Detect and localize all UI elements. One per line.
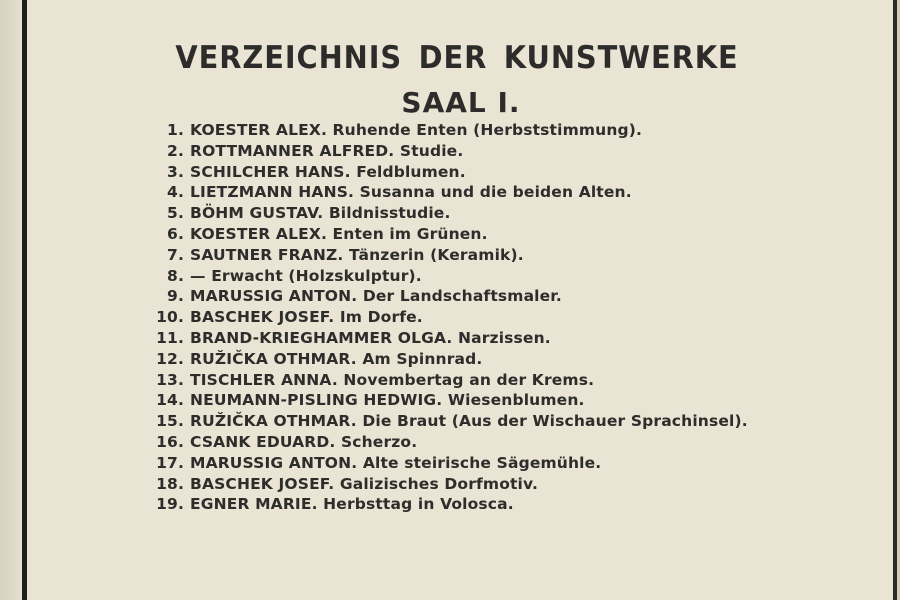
entry-number: 9.	[167, 287, 184, 306]
artist-name: KOESTER ALEX.	[190, 121, 327, 139]
entry-number: 5.	[167, 204, 184, 223]
entry-number: 18.	[156, 474, 184, 493]
room-heading: SAAL I.	[401, 86, 521, 119]
entry-text	[190, 266, 810, 287]
entry-number: 8.	[167, 266, 184, 285]
entry-number: 15.	[156, 412, 184, 431]
entry-text	[190, 120, 810, 141]
entry-text	[190, 328, 810, 349]
entry-number: 14.	[156, 391, 184, 410]
entry-number: 2.	[167, 141, 184, 160]
artwork-entry	[150, 432, 810, 453]
artwork-entry	[150, 266, 810, 287]
artwork-entry	[150, 286, 810, 307]
artwork-entry	[150, 224, 810, 245]
entry-text	[190, 370, 810, 391]
artist-name: TISCHLER ANNA.	[190, 370, 338, 389]
entry-text	[190, 432, 810, 453]
catalogue-title: VERZEICHNIS DER KUNSTWERKE	[175, 40, 739, 76]
entry-number: 13.	[156, 370, 184, 389]
entry-number: 16.	[156, 432, 184, 451]
artwork-title: Herbsttag in Volosca.	[323, 495, 514, 514]
artwork-title: Susanna und die beiden Alten.	[359, 183, 632, 202]
artwork-entry	[150, 162, 810, 183]
artist-name: BASCHEK JOSEF.	[190, 474, 335, 493]
entry-text	[190, 162, 810, 183]
entry-text	[190, 224, 810, 245]
artist-name: RUŽIČKA OTHMAR.	[190, 412, 357, 431]
artwork-title: Feldblumen.	[356, 162, 466, 181]
artist-name: NEUMANN-PISLING HEDWIG.	[190, 391, 443, 410]
artwork-entry	[150, 453, 810, 474]
artwork-title: Studie.	[399, 141, 464, 160]
entry-text	[190, 390, 810, 411]
artist-name: SAUTNER FRANZ.	[190, 245, 344, 264]
artwork-entry	[150, 182, 810, 203]
artist-name: MARUSSIG ANTON.	[190, 453, 358, 472]
artwork-entry	[150, 120, 810, 141]
artist-name: MARUSSIG ANTON.	[190, 287, 358, 306]
artist-name: CSANK EDUARD.	[190, 432, 336, 451]
artwork-title: Tänzerin (Keramik).	[349, 245, 524, 264]
entry-text	[190, 286, 810, 307]
artwork-entry	[150, 370, 810, 391]
artwork-entry	[150, 307, 810, 328]
entry-text	[190, 349, 810, 370]
entry-text	[190, 245, 810, 266]
artwork-title: Scherzo.	[340, 432, 418, 451]
entry-number: 19.	[156, 495, 184, 514]
entry-text	[190, 494, 810, 515]
artist-name: BÖHM GUSTAV.	[190, 204, 324, 223]
artwork-entry	[150, 141, 810, 162]
artist-name: BRAND-KRIEGHAMMER OLGA.	[190, 328, 453, 347]
entry-number: 1.	[167, 121, 184, 139]
artwork-title: Ruhende Enten (Herbststimmung).	[332, 121, 643, 139]
entry-number: 12.	[156, 349, 184, 368]
artist-name: EGNER MARIE.	[190, 495, 318, 514]
entry-number: 4.	[167, 183, 184, 202]
artwork-entry	[150, 203, 810, 224]
artwork-entry	[150, 328, 810, 349]
artwork-entry	[150, 390, 810, 411]
entry-text	[190, 453, 810, 474]
entry-text	[190, 307, 810, 328]
artist-name: SCHILCHER HANS.	[190, 162, 351, 181]
artwork-title: Wiesenblumen.	[447, 391, 585, 410]
artwork-title: Bildnisstudie.	[328, 204, 451, 223]
artwork-entry	[150, 494, 810, 515]
artist-name: LIETZMANN HANS.	[190, 183, 355, 202]
artwork-title: Am Spinnrad.	[362, 349, 483, 368]
artwork-entry	[150, 411, 810, 432]
artwork-entry	[150, 474, 810, 495]
artwork-title: — Erwacht (Holzskulptur).	[190, 266, 422, 285]
artist-name: ROTTMANNER ALFRED.	[190, 141, 395, 160]
entry-text	[190, 182, 810, 203]
artist-name: BASCHEK JOSEF.	[190, 308, 335, 327]
artwork-title: Enten im Grünen.	[332, 224, 488, 243]
entry-number: 10.	[156, 308, 184, 327]
entry-number: 17.	[156, 453, 184, 472]
entry-text	[190, 203, 810, 224]
entry-number: 7.	[167, 245, 184, 264]
artist-name: RUŽIČKA OTHMAR.	[190, 349, 357, 368]
artwork-list	[150, 120, 810, 515]
artwork-title: Im Dorfe.	[339, 308, 423, 327]
entry-text	[190, 141, 810, 162]
artwork-title: Alte steirische Sägemühle.	[362, 453, 602, 472]
artwork-entry	[150, 245, 810, 266]
artwork-title: Die Braut (Aus der Wischauer Sprachinsel).	[362, 412, 748, 431]
entry-number: 3.	[167, 162, 184, 181]
entry-text	[190, 474, 810, 495]
artwork-title: Galizisches Dorfmotiv.	[339, 474, 539, 493]
entry-number: 6.	[167, 224, 184, 243]
entry-text	[190, 411, 810, 432]
artwork-title: Narzissen.	[458, 328, 551, 347]
artwork-title: Novembertag an der Krems.	[343, 370, 595, 389]
entry-number: 11.	[156, 328, 184, 347]
artwork-title: Der Landschaftsmaler.	[362, 287, 562, 306]
artist-name: KOESTER ALEX.	[190, 224, 327, 243]
artwork-entry	[150, 349, 810, 370]
